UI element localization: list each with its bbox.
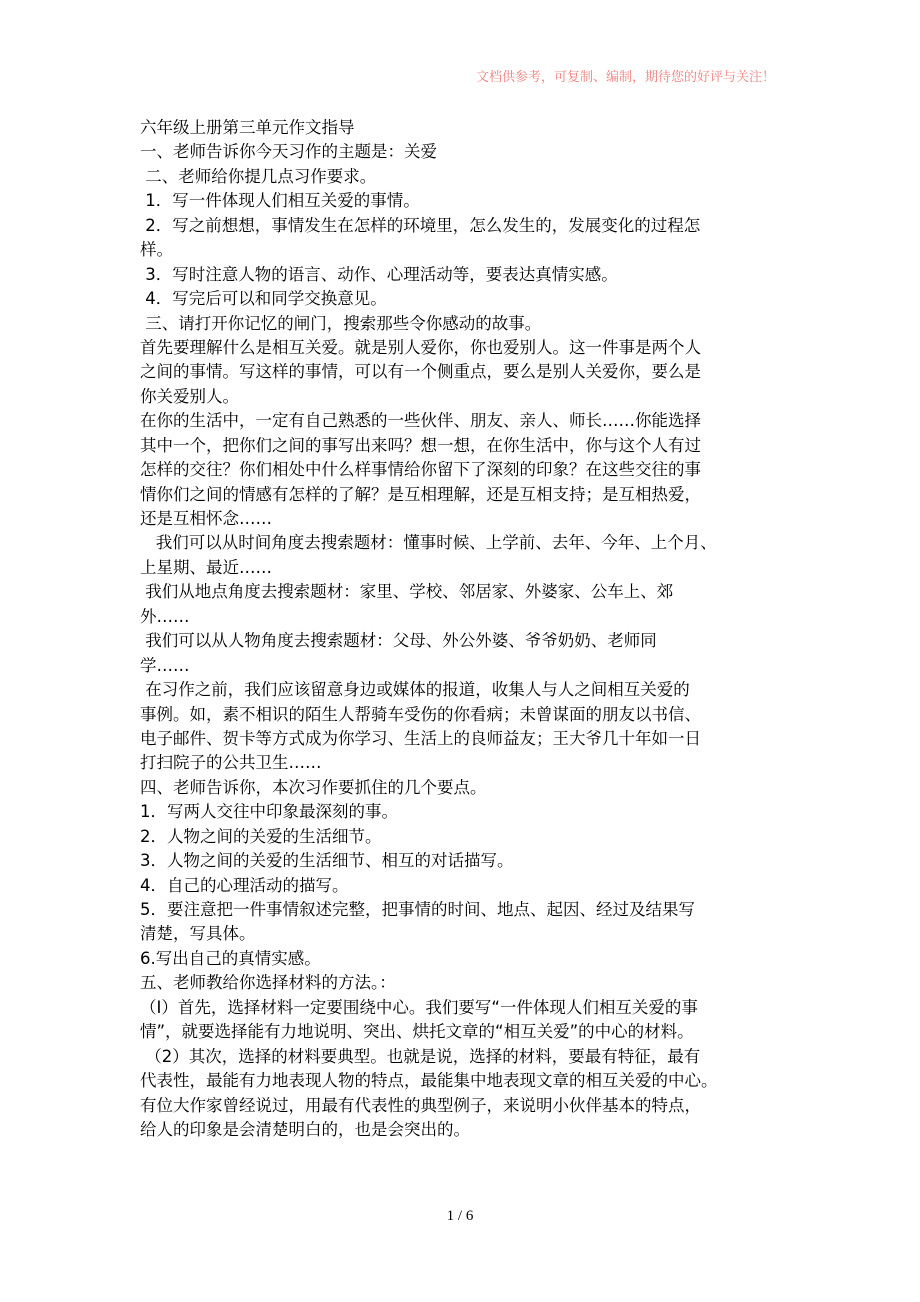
text-line: （I）首先，选择材料一定要围绕中心。我们要写“一件体现人们相互关爱的事 <box>140 997 698 1017</box>
text-line: 外…… <box>140 606 190 626</box>
text-line: 首先要理解什么是相互关爱。就是别人爱你，你也爱别人。这一件事是两个人 <box>140 337 701 357</box>
text-line: 2．人物之间的关爱的生活细节。 <box>140 826 382 846</box>
text-line: 还是互相怀念…… <box>140 509 272 528</box>
text-line: 情你们之间的情感有怎样的了解？是互相理解，还是互相支持；是互相热爱， <box>140 484 701 504</box>
text-line: 3．人物之间的关爱的生活细节、相互的对话描写。 <box>140 851 514 871</box>
text-line: 4．写完后可以和同学交换意见。 <box>140 289 387 309</box>
document-title: 六年级上册第三单元作文指导 <box>140 118 355 137</box>
text-line: 清楚，写具体。 <box>140 924 256 944</box>
text-line: 事例。如，素不相识的陌生人帮骑车受伤的你看病；未曾谋面的朋友以书信、 <box>140 704 701 724</box>
document-body <box>140 116 820 1142</box>
text-line: 2．写之前想想，事情发生在怎样的环境里，怎么发生的，发展变化的过程怎 <box>140 215 701 235</box>
text-line: 给人的印象是会清楚明白的，也是会突出的。 <box>140 1119 470 1139</box>
text-line: 上星期、最近…… <box>140 557 272 577</box>
text-line: 情”，就要选择能有力地说明、突出、烘托文章的“相互关爱”的中心的材料。 <box>140 1022 694 1042</box>
text-line: （2）其次，选择的材料要典型。也就是说，选择的材料，要最有特征，最有 <box>140 1046 701 1066</box>
text-line: 4．自己的心理活动的描写。 <box>140 875 349 895</box>
text-line: 之间的事情。写这样的事情，可以有一个侧重点，要么是别人关爱你，要么是 <box>140 362 701 382</box>
text-line: 1．写两人交往中印象最深刻的事。 <box>140 802 398 822</box>
text-line: 电子邮件、贺卡等方式成为你学习、生活上的良师益友；王大爷几十年如一日 <box>140 728 701 748</box>
text-line: 3．写时注意人物的语言、动作、心理活动等，要表达真情实感。 <box>140 264 618 284</box>
text-line: 学…… <box>140 655 190 675</box>
text-line: 有位大作家曾经说过，用最有代表性的典型例子，来说明小伙伴基本的特点， <box>140 1095 701 1115</box>
watermark-notice: 文档供参考，可复制、编制，期待您的好评与关注！ <box>475 70 775 85</box>
text-line: 一、老师告诉你今天习作的主题是：关爱 <box>140 142 437 162</box>
text-line: 代表性，最能有力地表现人物的特点，最能集中地表现文章的相互关爱的中心。 <box>140 1071 718 1091</box>
text-line: 怎样的交往？你们相处中什么样事情给你留下了深刻的印象？在这些交往的事 <box>140 460 701 480</box>
text-line: 二、老师给你提几点习作要求。 <box>140 166 377 186</box>
text-line: 1．写一件体现人们相互关爱的事情。 <box>140 191 420 211</box>
text-line: 我们可以从时间角度去搜索题材：懂事时候、上学前、去年、今年、上个月、 <box>140 533 717 553</box>
text-line: 我们可以从人物角度去搜索题材：父母、外公外婆、爷爷奶奶、老师同 <box>140 631 657 651</box>
text-line: 在习作之前，我们应该留意身边或媒体的报道，收集人与人之间相互关爱的 <box>140 680 690 700</box>
text-line: 我们从地点角度去搜索题材：家里、学校、邻居家、外婆家、公车上、郊 <box>140 582 674 602</box>
text-line: 四、老师告诉你，本次习作要抓住的几个要点。 <box>140 777 487 797</box>
text-line: 三、请打开你记忆的闸门，搜索那些令你感动的故事。 <box>140 313 542 333</box>
text-line: 你关爱别人。 <box>140 386 239 406</box>
text-line: 其中一个，把你们之间的事写出来吗？想一想，在你生活中，你与这个人有过 <box>140 435 701 455</box>
text-line: 打扫院子的公共卫生…… <box>140 753 322 773</box>
text-line: 五、老师教给你选择材料的方法。： <box>140 973 396 993</box>
text-line: 样。 <box>140 240 173 260</box>
text-line: 6.写出自己的真情实感。 <box>140 948 321 968</box>
text-line: 5．要注意把一件事情叙述完整，把事情的时间、地点、起因、经过及结果写 <box>140 900 695 919</box>
page-number: 1 / 6 <box>446 1208 474 1224</box>
text-line: 在你的生活中，一定有自己熟悉的一些伙伴、朋友、亲人、师长……你能选择 <box>140 411 701 431</box>
